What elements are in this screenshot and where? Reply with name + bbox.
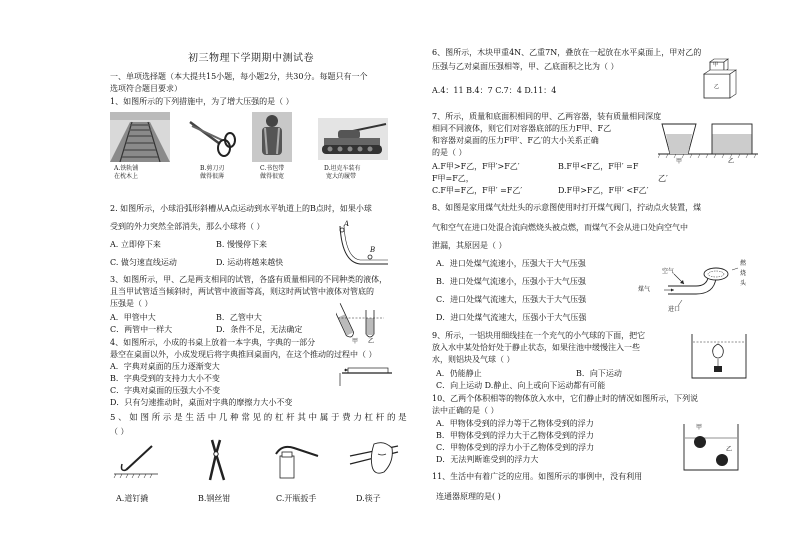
q4-option-b: B．字典受到的支持力大小不变 bbox=[110, 374, 220, 383]
q10-option-d: D．无法判断谁受到的浮力大 bbox=[436, 455, 539, 464]
exam-title: 初三物理下学期期中测试卷 bbox=[188, 53, 314, 64]
tube-jia-label: 甲 bbox=[352, 338, 359, 345]
q2-stem-2: 受到的外力突然全部消失，那么小球将（ ） bbox=[110, 222, 265, 231]
q1-caption-a1: A.铁轨铺 bbox=[114, 165, 139, 172]
q4-stem-2: 悬空在桌面以外，小成发现后将字典推回桌面内，在这个推动的过程中（ ） bbox=[110, 350, 377, 359]
point-b-label: B bbox=[370, 246, 376, 254]
q1-stem: 1、如图所示的下列措施中，为了增大压强的是（ ） bbox=[110, 97, 294, 106]
q9-option-cd: C．向上运动 D.静止、向上或向下运动都有可能 bbox=[436, 381, 606, 390]
tank-image bbox=[318, 118, 388, 160]
stacked-blocks-figure bbox=[700, 58, 740, 102]
q3-option-c: C．两管中一样大 bbox=[110, 325, 173, 334]
q3-stem-2: 且当甲试管适当倾斜时，两试管中液面等高，则这时两试管中液体对管底的 bbox=[110, 287, 374, 296]
q4-stem-1: 4、如图所示，小成的书桌上放着一本字典，字典的一部分 bbox=[110, 338, 316, 347]
burner-label-1: 燃 bbox=[740, 260, 747, 267]
q7-stem-3: 和容器对桌面的压力F甲′、F乙′的大小关系正确 bbox=[432, 136, 599, 145]
q1-caption-c2: 做得很宽 bbox=[260, 173, 285, 180]
q7-stem-2: 相同不同液体，则它们对容器底部的压力F甲、F乙 bbox=[432, 124, 612, 133]
chopsticks-figure bbox=[348, 438, 400, 482]
q6-options: A.4：11 B.4：7 C.7：4 D.11：4 bbox=[432, 86, 557, 95]
q8-stem-2: 气和空气在进口处混合流向燃烧头被点燃，而煤气不会从进口处向空气中 bbox=[432, 223, 688, 232]
block-jia-label: 甲 bbox=[713, 62, 719, 68]
q8-stem-1: 8、如图是家用煤气灶灶头的示意图使用时打开煤气阀门，拧动点火装置，煤 bbox=[432, 203, 702, 212]
gas-label: 煤气 bbox=[638, 286, 651, 293]
q10-stem-2: 法中正确的是（ ） bbox=[432, 406, 499, 415]
q1-caption-c1: C.书包带 bbox=[260, 165, 285, 172]
block-yi-label: 乙 bbox=[714, 84, 720, 90]
section-heading-cont: 选项符合题目要求） bbox=[110, 84, 182, 93]
q10-option-b: B．甲物体受到的浮力大于乙物体受到的浮力 bbox=[436, 431, 594, 440]
railway-image bbox=[110, 112, 170, 162]
q5-option-d: D.筷子 bbox=[356, 494, 381, 503]
q5-option-a: A.道钉撬 bbox=[116, 494, 149, 503]
tube-yi-label: 乙 bbox=[368, 338, 375, 345]
q7-option-b: B.F甲<F乙，F甲′ =F bbox=[558, 162, 639, 171]
q7-option-a: A.F甲>F乙，F甲′>F乙′ bbox=[432, 162, 520, 171]
q8-option-a: A．进口处煤气流速小，压强大于大气压强 bbox=[436, 259, 586, 268]
q5-stem: 5 、 如 图 所 示 是 生 活 中 几 种 常 见 的 杠 杆 其 中 属 于 费 力 杠 杆 的 是 bbox=[110, 413, 407, 423]
q7-stem-1: 7、所示，质量和底面积相同的甲、乙两容器，装有质量相同深度 bbox=[432, 112, 662, 121]
scissors-image bbox=[186, 118, 236, 160]
q9-stem-3: 水，则铝块及气球（ ） bbox=[432, 355, 515, 364]
q11-stem-1: 11、生活中有着广泛的应用。如图所示的事例中，没有利用 bbox=[432, 472, 643, 481]
q2-option-d: D. 运动将越来越快 bbox=[216, 258, 284, 267]
q7-option-c: C.F甲=F乙，F甲′ =F乙′ bbox=[432, 186, 523, 195]
q1-caption-d2: 宽大的履带 bbox=[326, 173, 357, 180]
gas-stove-figure bbox=[634, 258, 754, 318]
section-heading: 一、单项选择题（本大提共15小题，每小题2分，共30分。每题只有一个 bbox=[110, 72, 368, 81]
q9-option-b: B．向下运动 bbox=[576, 369, 622, 378]
bottle-opener-figure bbox=[272, 440, 322, 480]
burner-label-2: 烧 bbox=[740, 270, 747, 277]
q1-caption-b2: 做得很薄 bbox=[200, 173, 225, 180]
q5-option-b: B.钢丝钳 bbox=[198, 494, 231, 503]
q4-option-c: C．字典对桌面的压强大小不变 bbox=[110, 386, 221, 395]
q2-option-c: C. 做匀速直线运动 bbox=[110, 258, 177, 267]
floating-objects-figure bbox=[680, 422, 742, 474]
q2-option-a: A. 立即停下来 bbox=[110, 240, 161, 249]
q3-option-b: B．乙管中大 bbox=[216, 313, 262, 322]
q1-caption-d1: D.坦克车装有 bbox=[324, 165, 361, 172]
q8-option-d: D．进口处煤气流速大，压强小于大气压强 bbox=[436, 313, 587, 322]
q8-option-b: B．进口处煤气流速小，压强小于大气压强 bbox=[436, 277, 586, 286]
test-tubes-figure bbox=[336, 300, 386, 345]
q11-stem-2: 连通器原理的是( ) bbox=[436, 492, 501, 501]
q1-caption-a2: 在枕木上 bbox=[114, 173, 139, 180]
q4-option-a: A．字典对桌面的压力逐渐变大 bbox=[110, 362, 220, 371]
air-label: 空气 bbox=[662, 268, 675, 275]
q9-stem-1: 9、所示，一铝块用细线挂在一个充气的小气球的下面，把它 bbox=[432, 331, 646, 340]
q4-option-d: D．只有匀速推动时，桌面对字典的摩擦力大小不变 bbox=[110, 398, 293, 407]
desk-dictionary-figure bbox=[338, 366, 392, 386]
q2-stem-1: 2. 如图所示，小球沿弧形斜槽从A点运动到水平轨道上的B点时，如果小球 bbox=[110, 204, 372, 213]
q3-stem-1: 3、如图所示，甲、乙是两支相同的试管，各盛有质量相同的不同种类的液体， bbox=[110, 275, 388, 284]
q7-option-c-part2: 乙′ bbox=[658, 174, 668, 183]
balloon-tank-figure bbox=[688, 330, 750, 382]
point-a-label: A bbox=[344, 220, 350, 228]
q2-option-b: B. 慢慢停下来 bbox=[216, 240, 267, 249]
q6-stem-1: 6、图所示，木块甲重4N、乙重7N，叠放在一起放在水平桌面上，甲对乙的 bbox=[432, 48, 702, 57]
q7-option-d: D.F甲>F乙，F甲′ <F乙′ bbox=[558, 186, 649, 195]
q3-option-a: A．甲管中大 bbox=[110, 313, 156, 322]
container-jia-label: 甲 bbox=[676, 158, 683, 165]
inlet-label: 进口 bbox=[668, 306, 681, 313]
object-yi-label: 乙 bbox=[726, 446, 733, 453]
q10-option-c: C．甲物体受到的浮力小于乙物体受到的浮力 bbox=[436, 443, 595, 452]
pliers-figure bbox=[190, 436, 240, 482]
backpack-image bbox=[252, 112, 292, 162]
q3-option-d: D．条件不足，无法确定 bbox=[216, 325, 303, 334]
nail-puller-figure bbox=[112, 440, 160, 480]
slope-figure bbox=[330, 222, 390, 272]
q8-option-c: C．进口处煤气流速大，压强大于大气压强 bbox=[436, 295, 587, 304]
containers-figure bbox=[658, 118, 758, 164]
q5-blank: （ ） bbox=[110, 427, 129, 436]
q9-option-a: A．仍能静止 bbox=[436, 369, 482, 378]
object-jia-label: 甲 bbox=[696, 424, 703, 431]
q10-option-a: A．甲物体受到的浮力等于乙物体受到的浮力 bbox=[436, 419, 594, 428]
q5-option-c: C.开瓶扳手 bbox=[276, 494, 317, 503]
burner-label-3: 头 bbox=[740, 280, 747, 287]
q1-caption-b1: B.剪刀刃 bbox=[200, 165, 225, 172]
container-yi-label: 乙 bbox=[728, 158, 735, 165]
q8-stem-3: 泄漏，其原因是（ ） bbox=[432, 241, 507, 250]
q7-option-c-part1: F甲=F乙， bbox=[432, 174, 474, 183]
q10-stem-1: 10、乙两个体积相等的物体放入水中，它们静止时的情况如图所示，下列说 bbox=[432, 394, 699, 403]
q9-stem-2: 放入水中某处恰好处于静止状态，如果往池中缓慢注入一些 bbox=[432, 343, 640, 352]
q3-stem-3: 压强是（ ） bbox=[110, 299, 153, 308]
q7-stem-4: 的是（ ） bbox=[432, 148, 467, 157]
q6-stem-2: 压强与乙对桌面压强相等，甲、乙底面积之比为（ ） bbox=[432, 62, 619, 71]
